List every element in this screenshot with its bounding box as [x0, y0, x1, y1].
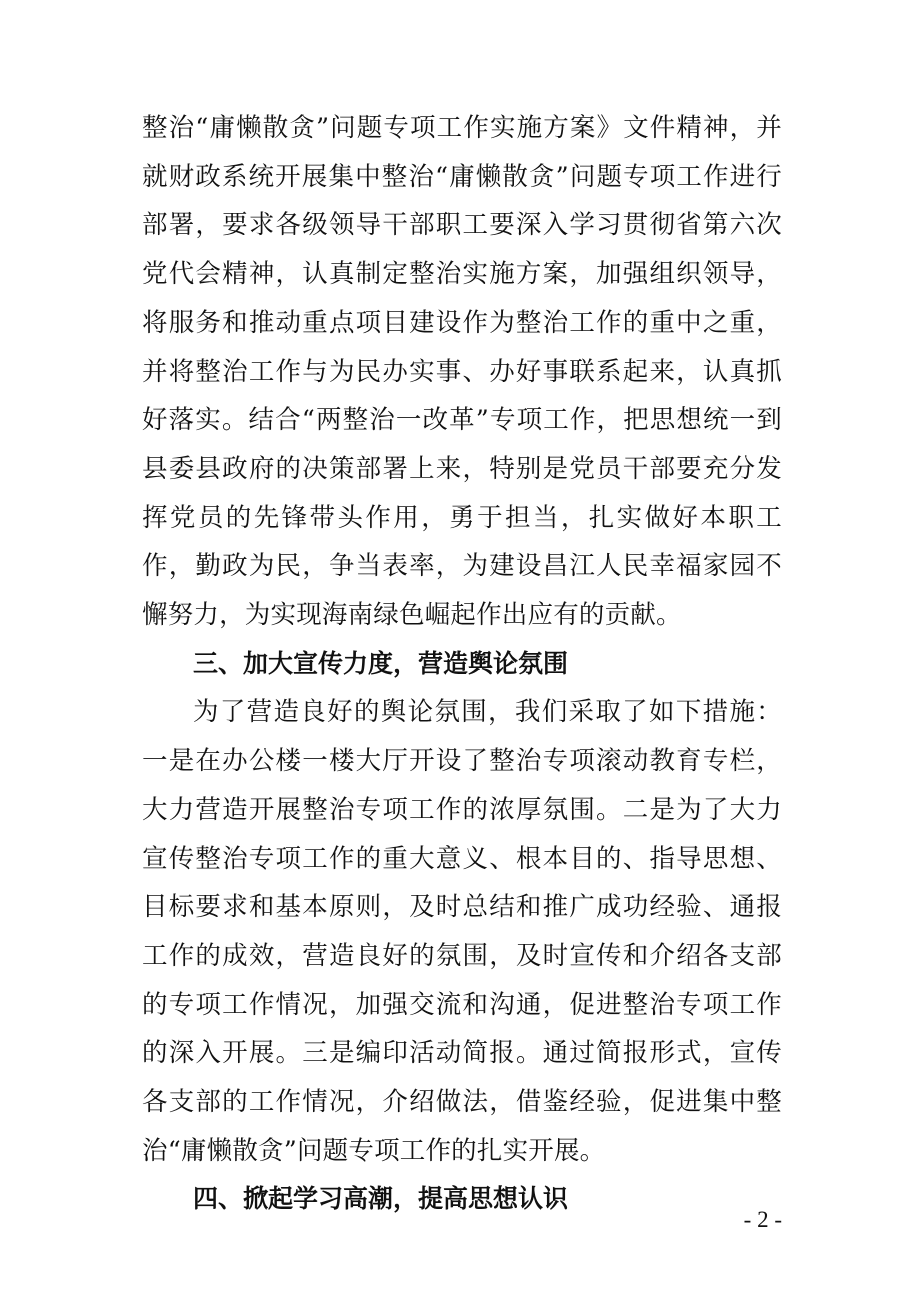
- body-paragraph-continued: 整治“庸懒散贪”问题专项工作实施方案》文件精神，并就财政系统开展集中整治“庸懒散贪”问题专项工作进行部署，要求各级领导干部职工要深入学习贯彻省第六次党代会精神，认真制定整治实施方案，加强组织领导，将服务和推动重点项目建设作为整治工作的重中之重，并将整治工作与为民办实事、办好事联系起来，认真抓好落实。结合“两整治一改革”专项工作，把思想统一到县委县政府的决策部署上来，特别是党员干部要充分发挥党员的先锋带头作用，勇于担当，扎实做好本职工作，勤政为民，争当表率，为建设昌江人民幸福家园不懈努力，为实现海南绿色崛起作出应有的贡献。: [142, 113, 782, 631]
- document-page: [142, 104, 782, 1224]
- section-heading-4: 四、掀起学习高潮，提高思想认识: [193, 1184, 569, 1214]
- body-paragraph-publicity: 为了营造良好的舆论氛围，我们采取了如下措施：一是在办公楼一楼大厅开设了整治专项滚动教育专栏，大力营造开展整治专项工作的浓厚氛围。二是为了大力宣传整治专项工作的重大意义、根本目的、指导思想、目标要求和基本原则，及时总结和推广成功经验、通报工作的成效，营造良好的氛围，及时宣传和介绍各支部的专项工作情况，加强交流和沟通，促进整治专项工作的深入开展。三是编印活动简报。通过简报形式，宣传各支部的工作情况，介绍做法，借鉴经验，促进集中整治“庸懒散贪”问题专项工作的扎实开展。: [142, 697, 782, 1166]
- section-heading-3: 三、加大宣传力度，营造舆论氛围: [193, 648, 569, 678]
- page-number: - 2 -: [743, 1207, 782, 1232]
